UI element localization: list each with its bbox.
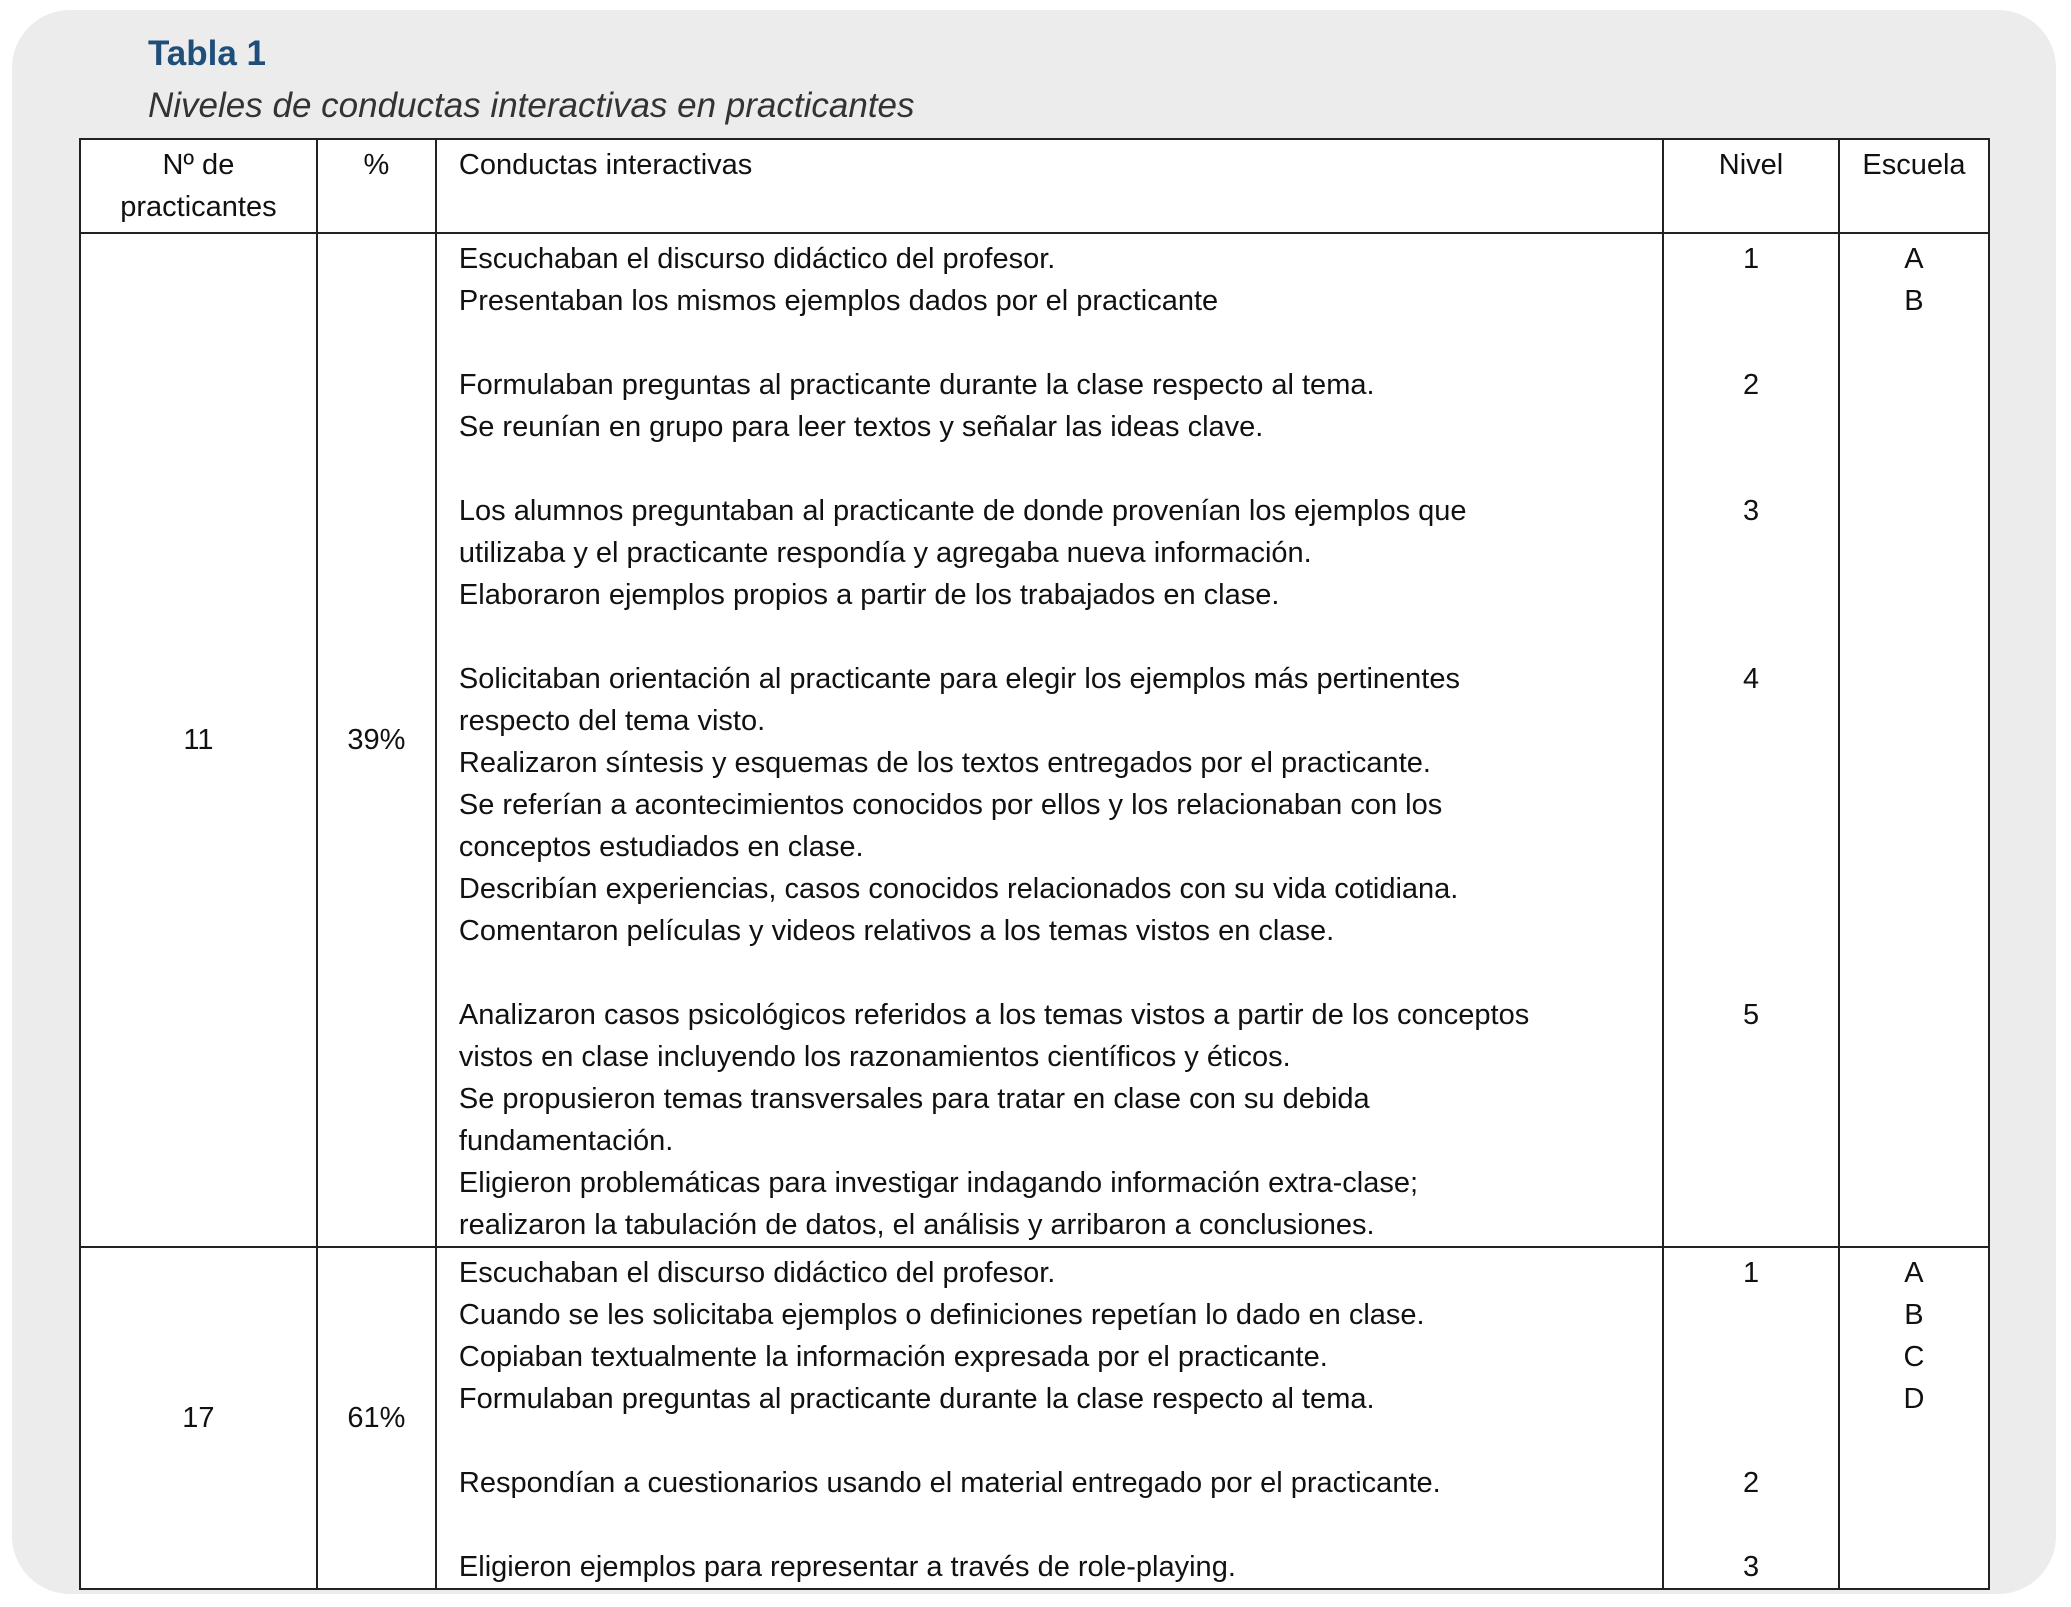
cell-line: Los alumnos preguntaban al practicante de donde provenían los ejemplos que xyxy=(458,495,1467,527)
cell-line: 5 xyxy=(1742,999,1760,1031)
header-porcentaje: % xyxy=(317,139,436,233)
header-nivel: Nivel xyxy=(1663,139,1839,233)
cell-line xyxy=(1664,826,1838,868)
cell-line: Realizaron síntesis y esquemas de los textos entregados por el practicante. xyxy=(458,747,1431,779)
cell-line: Eligieron ejemplos para representar a través de role-playing. xyxy=(458,1551,1236,1583)
cell-line: utilizaba y el practicante respondía y agregaba nueva información. xyxy=(458,537,1312,569)
cell-line: B xyxy=(1904,285,1924,317)
cell-line xyxy=(1664,280,1838,322)
cell-line: A xyxy=(1904,1257,1924,1289)
cell-line xyxy=(1664,868,1838,910)
cell-escuela xyxy=(1839,233,1989,1247)
cell-nivel xyxy=(1663,1247,1839,1589)
cell-line xyxy=(1664,1378,1838,1420)
header-n-line1: Nº de xyxy=(162,149,235,181)
cell-line: Respondían a cuestionarios usando el material entregado por el practicante. xyxy=(458,1467,1441,1499)
cell-line xyxy=(1664,616,1838,658)
cell-line xyxy=(1664,1204,1838,1246)
cell-line xyxy=(1664,1162,1838,1204)
cell-n-practicantes: 17 xyxy=(80,1247,317,1589)
cell-line xyxy=(1664,574,1838,616)
cell-line: Escuchaban el discurso didáctico del profesor. xyxy=(458,243,1056,275)
cell-line: vistos en clase incluyendo los razonamientos científicos y éticos. xyxy=(458,1041,1291,1073)
cell-line: 2 xyxy=(1742,369,1760,401)
cell-line: Cuando se les solicitaba ejemplos o definiciones repetían lo dado en clase. xyxy=(458,1299,1425,1331)
cell-line xyxy=(1664,322,1838,364)
cell-line xyxy=(1664,784,1838,826)
behaviors-table xyxy=(79,138,1990,1590)
cell-line: Elaboraron ejemplos propios a partir de los trabajados en clase. xyxy=(458,579,1280,611)
cell-line xyxy=(437,1504,1662,1546)
cell-line xyxy=(1664,910,1838,952)
cell-porcentaje: 61% xyxy=(317,1247,436,1589)
cell-line: Se referían a acontecimientos conocidos por ellos y los relacionaban con los xyxy=(458,789,1443,821)
cell-line: A xyxy=(1904,243,1924,275)
cell-nivel xyxy=(1663,233,1839,1247)
cell-line: conceptos estudiados en clase. xyxy=(458,831,864,863)
cell-line: fundamentación. xyxy=(458,1125,674,1157)
cell-porcentaje: 39% xyxy=(317,233,436,1247)
cell-line: Presentaban los mismos ejemplos dados por el practicante xyxy=(458,285,1219,317)
cell-line: D xyxy=(1903,1383,1925,1415)
cell-line: 2 xyxy=(1742,1467,1760,1499)
table-subtitle: Niveles de conductas interactivas en practicantes xyxy=(148,86,915,125)
header-n-line2: practicantes xyxy=(120,191,277,223)
cell-line: Analizaron casos psicológicos referidos a los temas vistos a partir de los conceptos xyxy=(458,999,1530,1031)
cell-line xyxy=(1664,1036,1838,1078)
cell-line xyxy=(437,952,1662,994)
cell-line xyxy=(1664,952,1838,994)
cell-line: Copiaban textualmente la información expresada por el practicante. xyxy=(458,1341,1328,1373)
cell-line xyxy=(1664,1078,1838,1120)
cell-conductas xyxy=(436,1247,1663,1589)
table-row-17 xyxy=(80,1247,1989,1589)
cell-n-practicantes: 11 xyxy=(80,233,317,1247)
cell-conductas xyxy=(436,233,1663,1247)
header-escuela: Escuela xyxy=(1839,139,1989,233)
cell-line: Describían experiencias, casos conocidos relacionados con su vida cotidiana. xyxy=(458,873,1459,905)
cell-line: 3 xyxy=(1742,1551,1760,1583)
table-header-row xyxy=(80,139,1989,233)
cell-escuela xyxy=(1839,1247,1989,1589)
cell-line xyxy=(437,616,1662,658)
cell-line: Escuchaban el discurso didáctico del profesor. xyxy=(458,1257,1056,1289)
cell-line xyxy=(1664,448,1838,490)
cell-line xyxy=(1664,1420,1838,1462)
cell-line: Eligieron problemáticas para investigar indagando información extra-clase; xyxy=(458,1167,1419,1199)
cell-line: 1 xyxy=(1742,1257,1760,1289)
cell-line xyxy=(1664,406,1838,448)
cell-line xyxy=(1664,1504,1838,1546)
cell-line: 1 xyxy=(1742,243,1760,275)
table-title: Tabla 1 xyxy=(148,34,267,73)
cell-line: Se reunían en grupo para leer textos y señalar las ideas clave. xyxy=(458,411,1264,443)
cell-line: B xyxy=(1904,1299,1924,1331)
cell-line xyxy=(1664,742,1838,784)
cell-line: realizaron la tabulación de datos, el análisis y arribaron a conclusiones. xyxy=(458,1209,1375,1241)
cell-line xyxy=(1664,1294,1838,1336)
cell-line: 4 xyxy=(1742,663,1760,695)
cell-line: Comentaron películas y videos relativos a los temas vistos en clase. xyxy=(458,915,1335,947)
cell-line: Solicitaban orientación al practicante para elegir los ejemplos más pertinentes xyxy=(458,663,1460,695)
header-conductas: Conductas interactivas xyxy=(436,139,1663,233)
header-n-practicantes xyxy=(80,139,317,233)
cell-line xyxy=(437,1420,1662,1462)
cell-line xyxy=(1664,1120,1838,1162)
cell-line xyxy=(1664,532,1838,574)
table-row-11 xyxy=(80,233,1989,1247)
cell-line: respecto del tema visto. xyxy=(458,705,766,737)
cell-line: Formulaban preguntas al practicante durante la clase respecto al tema. xyxy=(458,369,1375,401)
cell-line: C xyxy=(1903,1341,1925,1373)
cell-line: 3 xyxy=(1742,495,1760,527)
cell-line: Formulaban preguntas al practicante durante la clase respecto al tema. xyxy=(458,1383,1375,1415)
cell-line xyxy=(437,448,1662,490)
cell-line xyxy=(437,322,1662,364)
cell-line xyxy=(1664,700,1838,742)
cell-line: Se propusieron temas transversales para tratar en clase con su debida xyxy=(458,1083,1370,1115)
cell-line xyxy=(1664,1336,1838,1378)
